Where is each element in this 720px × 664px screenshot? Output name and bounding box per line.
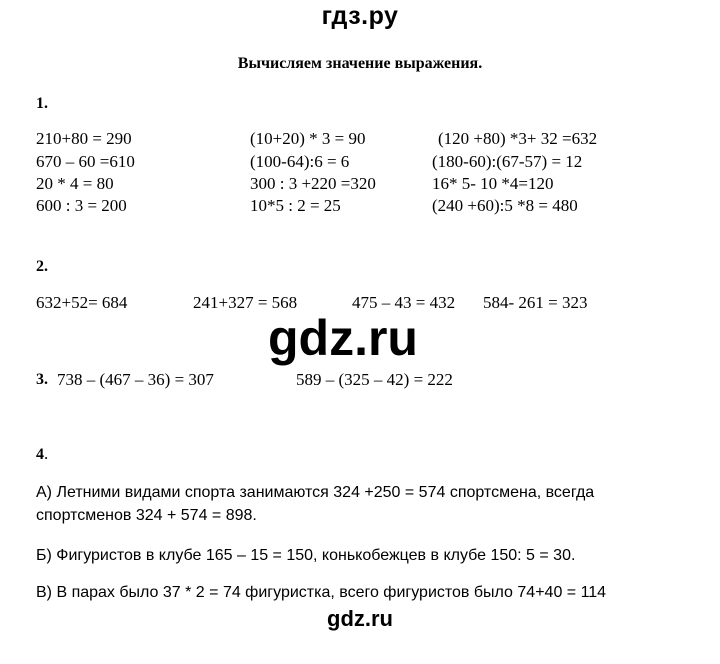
task-2-number: 2. <box>36 258 48 275</box>
task-1-expression: 670 – 60 =610 <box>36 152 135 171</box>
task-4-answer-a-line-2: спортсменов 324 + 574 = 898. <box>36 507 257 524</box>
task-4-number <box>36 444 48 464</box>
watermark-logo: gdz.ru <box>268 310 418 366</box>
task-1-expression: 600 : 3 = 200 <box>36 196 127 215</box>
task-1-expression: 300 : 3 +220 =320 <box>250 174 376 193</box>
task-2-expression: 632+52= 684 <box>36 293 128 312</box>
task-4-number-digit: 4 <box>36 446 44 463</box>
task-2-expression: 475 – 43 = 432 <box>352 293 456 312</box>
task-1-expression: 210+80 = 290 <box>36 129 132 148</box>
task-1-expression: 10*5 : 2 = 25 <box>250 196 341 215</box>
task-1-expression: (120 +80) *3+ 32 =632 <box>438 129 598 148</box>
task-1-expression: (100-64):6 = 6 <box>250 152 350 171</box>
site-footer-logo: gdz.ru <box>327 606 393 631</box>
task-3-number: 3. <box>36 371 48 388</box>
task-1-expression: (180-60):(67-57) = 12 <box>432 152 583 171</box>
task-4-answer-v: В) В парах было 37 * 2 = 74 фигуристка, всего фигуристов было 74+40 = 114 <box>36 584 607 601</box>
task-2-expression: 584- 261 = 323 <box>483 293 588 312</box>
task-4-answer-b: Б) Фигуристов в клубе 165 – 15 = 150, конькобежцев в клубе 150: 5 = 30. <box>36 547 576 564</box>
task-1-expression: 20 * 4 = 80 <box>36 174 114 193</box>
task-4-answer-a-line-1: А) Летними видами спорта занимаются 324 +250 = 574 спортсмена, всегда <box>36 484 595 501</box>
site-header-logo: гдз.ру <box>321 2 399 30</box>
task-1-number: 1. <box>36 95 48 112</box>
task-3-expression: 738 – (467 – 36) = 307 <box>57 370 214 389</box>
task-1-expression: 16* 5- 10 *4=120 <box>432 174 554 193</box>
task-2-expression: 241+327 = 568 <box>193 293 298 312</box>
task-3-expression: 589 – (325 – 42) = 222 <box>296 370 453 389</box>
task-4-number-dot: . <box>44 444 49 463</box>
task-1-expression: (10+20) * 3 = 90 <box>250 129 366 148</box>
task-1-expression: (240 +60):5 *8 = 480 <box>432 196 578 215</box>
page-title: Вычисляем значение выражения. <box>237 55 483 72</box>
